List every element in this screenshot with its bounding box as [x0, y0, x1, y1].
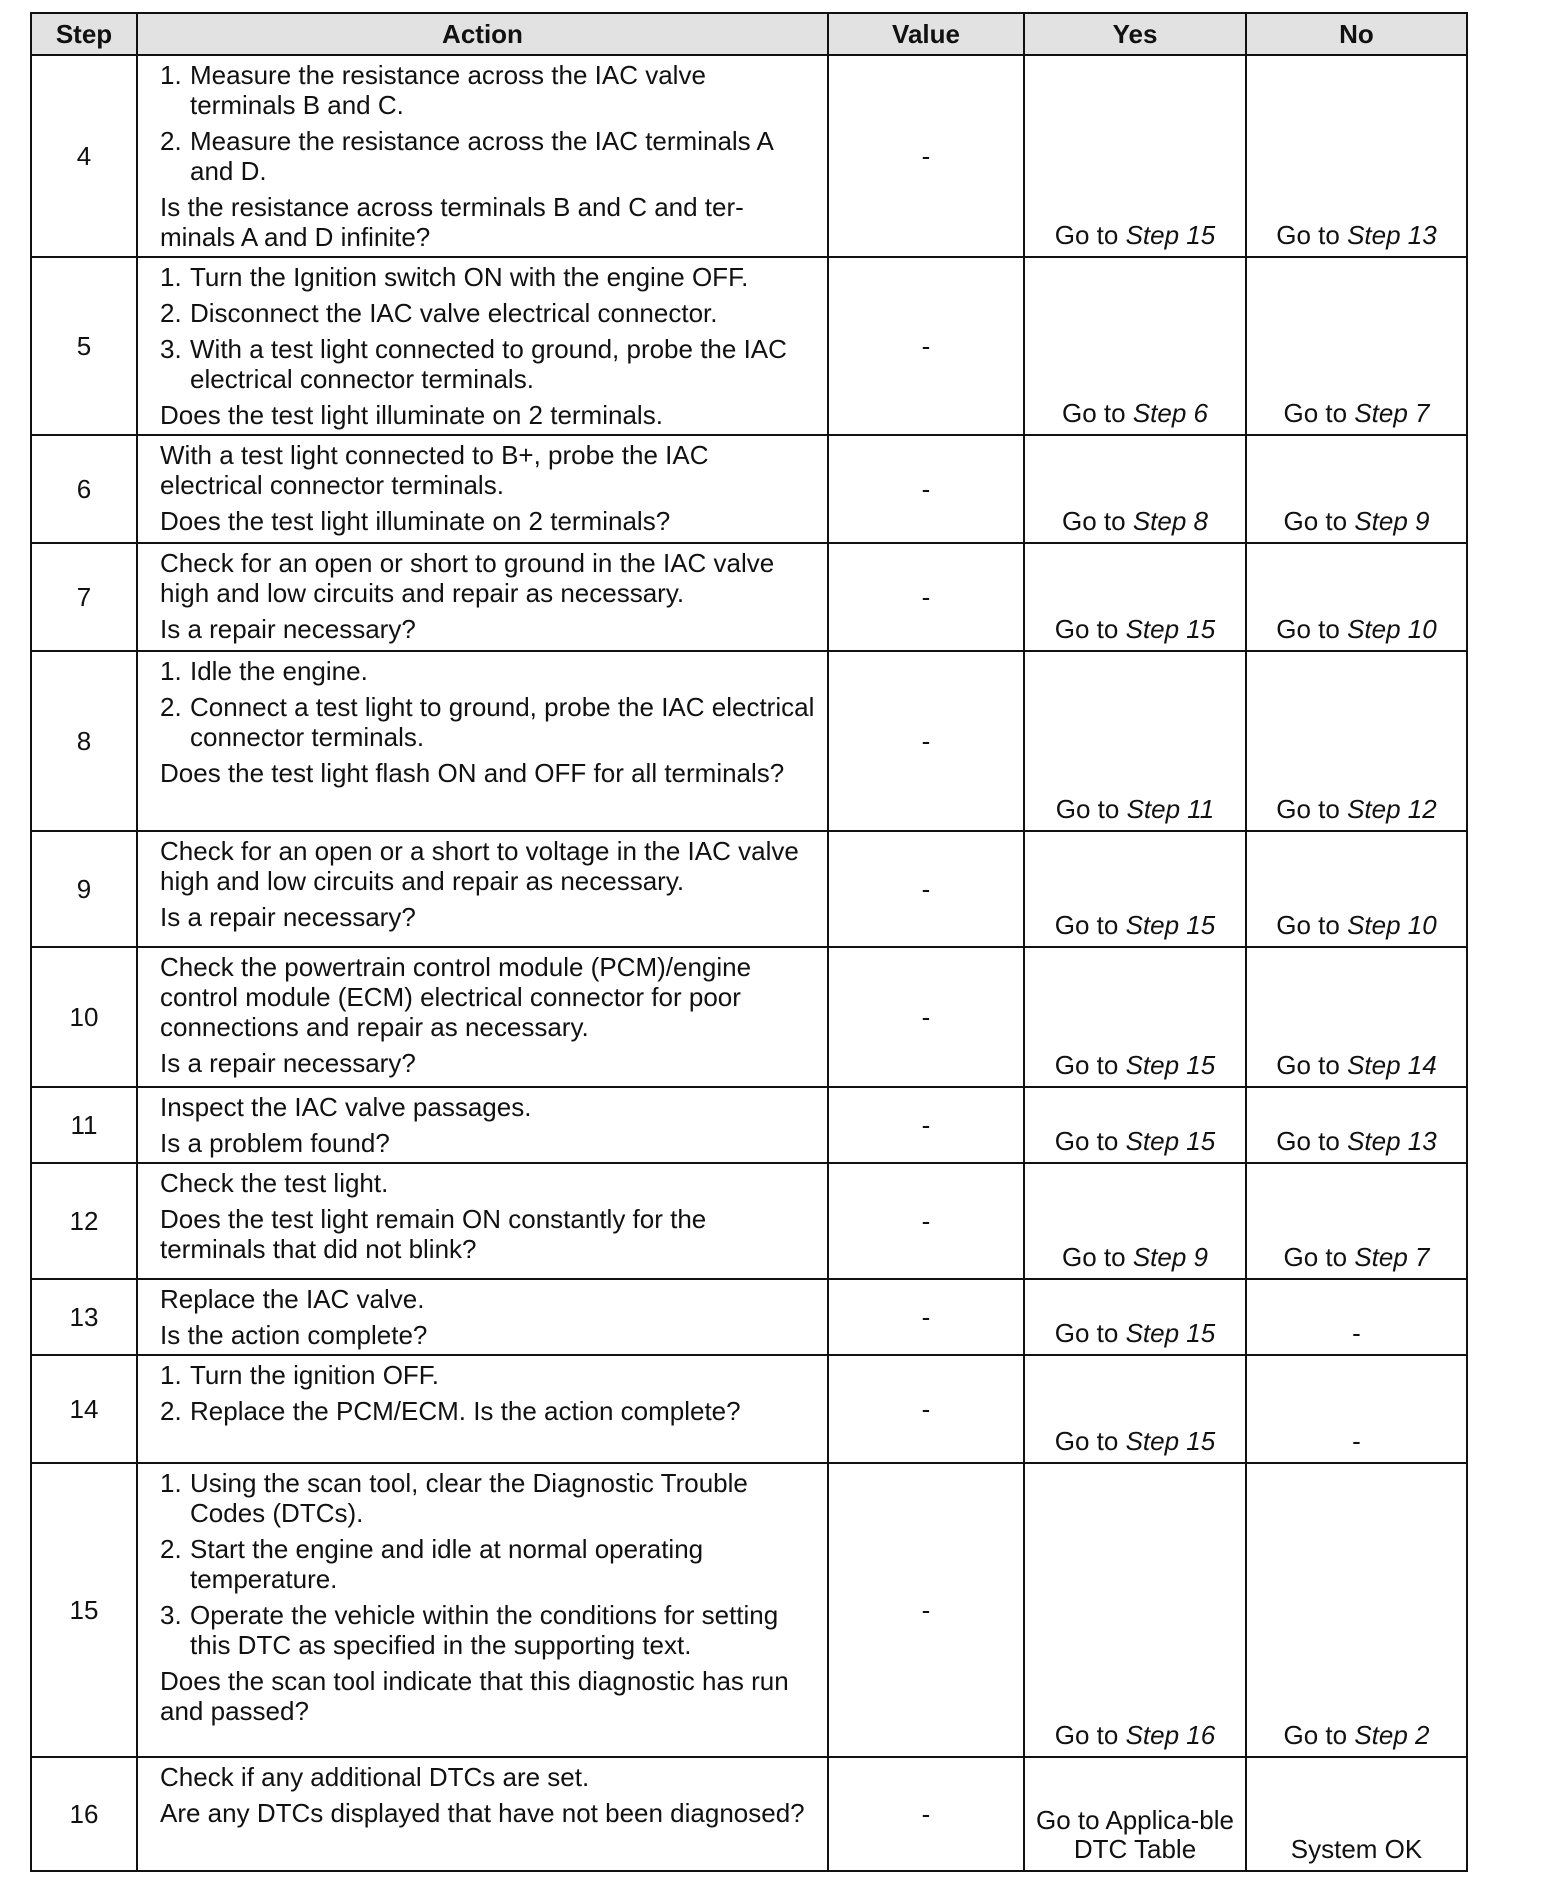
- no-cell: [1246, 1163, 1467, 1279]
- action-question: Does the scan tool indicate that this diagnostic has run and passed?: [160, 1666, 789, 1726]
- action-item: [160, 298, 817, 328]
- action-item: [160, 1092, 817, 1122]
- action-item: [160, 1468, 817, 1528]
- value-cell: -: [828, 1463, 1024, 1757]
- yes-step-link: Step 15: [1125, 614, 1216, 644]
- yes-action-text: Go to: [1062, 1242, 1126, 1272]
- action-cell: [137, 55, 828, 257]
- value-cell: -: [828, 1087, 1024, 1163]
- yes-action-text: Go to: [1054, 220, 1119, 250]
- no-step-link: Step 10: [1347, 614, 1437, 644]
- header-action: Action: [137, 13, 828, 55]
- action-question: Are any DTCs displayed that have not been diagnosed?: [160, 1798, 805, 1828]
- header-row: [31, 13, 1467, 55]
- value-cell: -: [828, 1355, 1024, 1463]
- action-item-number: 1.: [160, 60, 182, 90]
- action-item: [160, 440, 817, 500]
- action-item-text: Operate the vehicle within the conditions for setting this DTC as specified in the supporting text.: [190, 1600, 779, 1660]
- yes-cell: [1024, 651, 1246, 831]
- action-question: Is the resistance across terminals B and C and ter-minals A and D infinite?: [160, 192, 744, 252]
- value-cell: -: [828, 1757, 1024, 1871]
- value-cell: -: [828, 1279, 1024, 1355]
- value-cell: -: [828, 435, 1024, 543]
- no-cell: [1246, 947, 1467, 1087]
- step-number: 7: [31, 543, 137, 651]
- action-item-text: Connect a test light to ground, probe the IAC electrical connector terminals.: [190, 692, 815, 752]
- no-action-text: Go to: [1276, 1126, 1340, 1156]
- table-row: [31, 257, 1467, 435]
- step-number: 13: [31, 1279, 137, 1355]
- yes-cell: [1024, 947, 1246, 1087]
- action-cell: [137, 1087, 828, 1163]
- yes-step-link: Step 9: [1132, 1242, 1208, 1272]
- yes-cell: [1024, 1463, 1246, 1757]
- no-action-text: Go to: [1276, 910, 1340, 940]
- yes-cell: [1024, 831, 1246, 947]
- action-item-number: 2.: [160, 1534, 182, 1564]
- action-item-text: Check for an open or short to ground in the IAC valve high and low circuits and repair as necessary.: [160, 548, 775, 608]
- no-cell: [1246, 257, 1467, 435]
- no-step-link: Step 7: [1354, 1242, 1430, 1272]
- action-question: Does the test light remain ON constantly for the terminals that did not blink?: [160, 1204, 707, 1264]
- action-question: Is a repair necessary?: [160, 902, 416, 932]
- step-number: 4: [31, 55, 137, 257]
- yes-step-link: Step 15: [1125, 220, 1216, 250]
- no-cell: [1246, 543, 1467, 651]
- no-cell: [1246, 831, 1467, 947]
- yes-step-link: Step 8: [1132, 506, 1208, 536]
- value-cell: -: [828, 651, 1024, 831]
- yes-action-text: Go to: [1054, 910, 1119, 940]
- action-question: Is a repair necessary?: [160, 1048, 416, 1078]
- yes-cell: [1024, 257, 1246, 435]
- action-item-text: Check if any additional DTCs are set.: [160, 1762, 590, 1792]
- yes-cell: [1024, 55, 1246, 257]
- no-action-text: -: [1352, 1426, 1361, 1456]
- value-cell: -: [828, 543, 1024, 651]
- step-number: 10: [31, 947, 137, 1087]
- no-action-text: Go to: [1276, 614, 1340, 644]
- action-item-number: 3.: [160, 334, 182, 364]
- no-action-text: Go to: [1283, 1720, 1348, 1750]
- no-action-text: System OK: [1290, 1834, 1423, 1864]
- table-row: [31, 947, 1467, 1087]
- no-action-text: Go to: [1276, 220, 1340, 250]
- table-row: [31, 543, 1467, 651]
- step-number: 15: [31, 1463, 137, 1757]
- action-item-text: With a test light connected to ground, probe the IAC electrical connector terminals.: [190, 334, 787, 394]
- action-question: Does the test light flash ON and OFF for all terminals?: [160, 758, 785, 788]
- action-cell: [137, 1757, 828, 1871]
- table-row: [31, 1087, 1467, 1163]
- no-action-text: Go to: [1283, 506, 1348, 536]
- yes-cell: [1024, 1279, 1246, 1355]
- action-item: [160, 1762, 817, 1792]
- no-action-text: -: [1352, 1318, 1361, 1348]
- step-number: 14: [31, 1355, 137, 1463]
- yes-step-link: Step 11: [1126, 794, 1215, 824]
- no-cell: [1246, 1087, 1467, 1163]
- action-question: Does the test light illuminate on 2 terminals.: [160, 400, 663, 430]
- action-item-text: Replace the PCM/ECM. Is the action complete?: [190, 1396, 741, 1426]
- yes-step-link: Step 15: [1125, 1126, 1216, 1156]
- step-number: 6: [31, 435, 137, 543]
- yes-step-link: Step 6: [1132, 398, 1208, 428]
- value-cell: -: [828, 831, 1024, 947]
- table-row: [31, 1757, 1467, 1871]
- no-step-link: Step 10: [1347, 910, 1437, 940]
- yes-action-text: Go to: [1055, 794, 1120, 824]
- action-item-text: Idle the engine.: [190, 656, 368, 686]
- no-action-text: Go to: [1276, 794, 1340, 824]
- action-item-text: Measure the resistance across the IAC valve terminals B and C.: [190, 60, 706, 120]
- no-step-link: Step 2: [1354, 1720, 1430, 1750]
- value-cell: -: [828, 947, 1024, 1087]
- yes-action-text: Go to Applica-ble DTC Table: [1035, 1805, 1234, 1864]
- no-cell: [1246, 1279, 1467, 1355]
- action-item-number: 1.: [160, 656, 182, 686]
- yes-step-link: Step 15: [1125, 1050, 1216, 1080]
- action-item-number: 1.: [160, 1468, 182, 1498]
- yes-action-text: Go to: [1054, 1050, 1119, 1080]
- action-question: Is a repair necessary?: [160, 614, 416, 644]
- yes-action-text: Go to: [1054, 1318, 1119, 1348]
- yes-cell: [1024, 435, 1246, 543]
- step-number: 5: [31, 257, 137, 435]
- step-number: 8: [31, 651, 137, 831]
- step-number: 12: [31, 1163, 137, 1279]
- action-item-number: 3.: [160, 1600, 182, 1630]
- no-cell: [1246, 1355, 1467, 1463]
- table-row: [31, 1279, 1467, 1355]
- no-action-text: Go to: [1283, 398, 1348, 428]
- action-cell: [137, 543, 828, 651]
- yes-cell: [1024, 1087, 1246, 1163]
- action-item: [160, 952, 817, 1042]
- action-item-text: Using the scan tool, clear the Diagnostic Trouble Codes (DTCs).: [190, 1468, 748, 1528]
- no-step-link: Step 14: [1347, 1050, 1437, 1080]
- action-item-text: Disconnect the IAC valve electrical connector.: [190, 298, 718, 328]
- table-row: [31, 651, 1467, 831]
- action-item: [160, 1534, 817, 1594]
- header-value: Value: [828, 13, 1024, 55]
- yes-cell: [1024, 1163, 1246, 1279]
- action-item: [160, 262, 817, 292]
- action-cell: [137, 1279, 828, 1355]
- yes-step-link: Step 16: [1125, 1720, 1216, 1750]
- yes-cell: [1024, 1355, 1246, 1463]
- action-item-text: Check the powertrain control module (PCM)/engine control module (ECM) electrical connector for poor connections and repair as necessary.: [160, 952, 752, 1042]
- action-cell: [137, 435, 828, 543]
- yes-step-link: Step 15: [1125, 910, 1216, 940]
- action-item-text: With a test light connected to B+, probe the IAC electrical connector terminals.: [160, 440, 709, 500]
- yes-action-text: Go to: [1054, 1426, 1119, 1456]
- no-step-link: Step 9: [1354, 506, 1430, 536]
- action-item: [160, 1168, 817, 1198]
- action-question: Does the test light illuminate on 2 terminals?: [160, 506, 671, 536]
- no-cell: [1246, 55, 1467, 257]
- header-no: No: [1246, 13, 1467, 55]
- header-yes: Yes: [1024, 13, 1246, 55]
- action-cell: [137, 651, 828, 831]
- no-cell: [1246, 1463, 1467, 1757]
- yes-action-text: Go to: [1062, 506, 1126, 536]
- diagnostic-table: [30, 12, 1468, 1872]
- action-item: [160, 60, 817, 120]
- action-item: [160, 1360, 817, 1390]
- table-row: [31, 1463, 1467, 1757]
- action-item: [160, 1600, 817, 1660]
- no-cell: [1246, 1757, 1467, 1871]
- action-cell: [137, 831, 828, 947]
- yes-step-link: Step 15: [1125, 1426, 1216, 1456]
- action-item: [160, 692, 817, 752]
- action-item-number: 2.: [160, 1396, 182, 1426]
- no-action-text: Go to: [1276, 1050, 1340, 1080]
- table-row: [31, 435, 1467, 543]
- action-item: [160, 334, 817, 394]
- action-item-text: Turn the Ignition switch ON with the engine OFF.: [190, 262, 749, 292]
- action-item-text: Check the test light.: [160, 1168, 389, 1198]
- no-cell: [1246, 435, 1467, 543]
- step-number: 16: [31, 1757, 137, 1871]
- action-item-number: 1.: [160, 262, 182, 292]
- no-step-link: Step 7: [1354, 398, 1430, 428]
- no-cell: [1246, 651, 1467, 831]
- action-item-text: Measure the resistance across the IAC terminals A and D.: [190, 126, 773, 186]
- action-item: [160, 836, 817, 896]
- action-cell: [137, 1355, 828, 1463]
- no-step-link: Step 13: [1347, 1126, 1437, 1156]
- action-item-text: Start the engine and idle at normal operating temperature.: [190, 1534, 704, 1594]
- yes-action-text: Go to: [1054, 1126, 1119, 1156]
- action-item-number: 2.: [160, 126, 182, 156]
- action-item: [160, 548, 817, 608]
- table-row: [31, 831, 1467, 947]
- action-item-text: Replace the IAC valve.: [160, 1284, 425, 1314]
- yes-cell: [1024, 1757, 1246, 1871]
- action-item: [160, 1396, 817, 1426]
- table-row: [31, 1355, 1467, 1463]
- action-cell: [137, 257, 828, 435]
- action-item: [160, 126, 817, 186]
- step-number: 11: [31, 1087, 137, 1163]
- action-item-text: Inspect the IAC valve passages.: [160, 1092, 532, 1122]
- action-item: [160, 656, 817, 686]
- value-cell: -: [828, 55, 1024, 257]
- action-question: Is the action complete?: [160, 1320, 428, 1350]
- value-cell: -: [828, 1163, 1024, 1279]
- action-cell: [137, 1163, 828, 1279]
- action-item-number: 1.: [160, 1360, 182, 1390]
- yes-step-link: Step 15: [1125, 1318, 1216, 1348]
- no-action-text: Go to: [1283, 1242, 1348, 1272]
- action-question: Is a problem found?: [160, 1128, 390, 1158]
- action-item-number: 2.: [160, 692, 182, 722]
- action-item-text: Turn the ignition OFF.: [190, 1360, 440, 1390]
- action-item: [160, 1284, 817, 1314]
- yes-action-text: Go to: [1054, 614, 1119, 644]
- table-body: [31, 55, 1467, 1871]
- yes-action-text: Go to: [1062, 398, 1126, 428]
- header-step: Step: [31, 13, 137, 55]
- action-cell: [137, 947, 828, 1087]
- table-row: [31, 1163, 1467, 1279]
- action-cell: [137, 1463, 828, 1757]
- action-item-text: Check for an open or a short to voltage in the IAC valve high and low circuits and repair as necessary.: [160, 836, 799, 896]
- yes-action-text: Go to: [1054, 1720, 1119, 1750]
- table-row: [31, 55, 1467, 257]
- action-item-number: 2.: [160, 298, 182, 328]
- no-step-link: Step 13: [1347, 220, 1437, 250]
- no-step-link: Step 12: [1347, 794, 1437, 824]
- yes-cell: [1024, 543, 1246, 651]
- value-cell: -: [828, 257, 1024, 435]
- step-number: 9: [31, 831, 137, 947]
